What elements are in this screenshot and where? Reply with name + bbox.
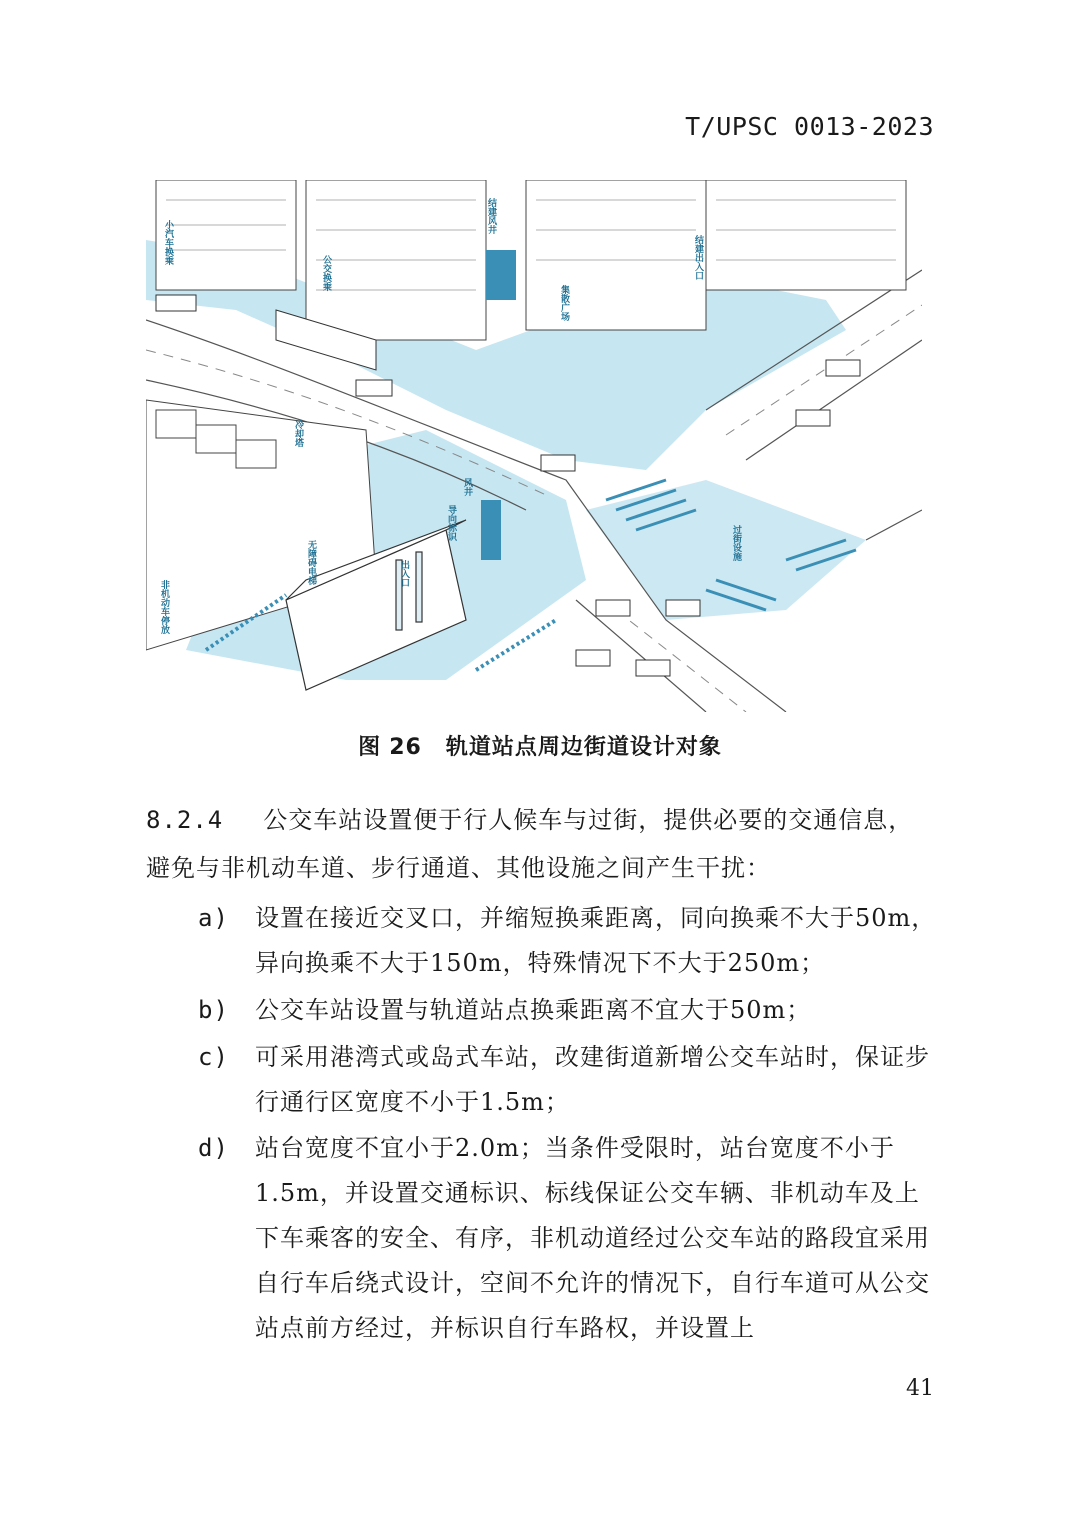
label-bus-transfer: 公交换乘 [321,255,331,291]
label-vent-shaft-top: 结建风井 [486,198,496,234]
list-item [198,896,938,986]
label-cooling-tower: 冷却塔 [293,420,303,447]
clause-text: 公交车站设置便于行人候车与过街，提供必要的交通信息，避免与非机动车道、步行通道、其他设施之间产生干扰： [146,806,914,882]
item-mark: b) [198,996,229,1024]
crosswalk-zone [586,480,866,620]
caption-prefix: 图 [358,735,382,760]
list-item [198,1035,938,1125]
list-item [198,1126,938,1351]
label-elevator: 无障碍电梯 [306,540,316,585]
label-crossing: 过街设施 [731,525,741,561]
clause-number: 8.2.4 [146,806,224,834]
label-exit: 出入口 [399,560,409,587]
standard-code: T/UPSC 0013-2023 [685,112,934,141]
page-number: 41 [906,1376,934,1401]
item-text: 设置在接近交叉口，并缩短换乘距离，同向换乘不大于50m，异向换乘不大于150m，特殊情况下不大于250m； [255,904,937,977]
item-mark: a) [198,904,229,932]
caption-number: 26 [389,735,422,760]
street-design-illustration [146,180,922,712]
label-vent-shaft: 风井 [462,478,472,496]
list-item [198,988,938,1033]
label-signage: 导向标识 [446,505,456,541]
label-entrance-top: 结建出入口 [693,235,703,280]
item-text: 站台宽度不宜小于2.0m；当条件受限时，站台宽度不小于1.5m，并设置交通标识、标线保证公交车辆、非机动车及上下车乘客的安全、有序，非机动道经过公交车站的路段宜采用自行车后绕式设计，空间不允许的情况下，自行车道可从公交站点前方经过，并标识自行车路权，并设置上 [255,1134,930,1342]
item-text: 公交车站设置与轨道站点换乘距离不宜大于50m； [255,996,812,1024]
figure-caption [0,730,1080,761]
caption-title: 轨道站点周边街道设计对象 [445,735,722,760]
item-text: 可采用港湾式或岛式车站，改建街道新增公交车站时，保证步行通行区宽度不小于1.5m； [255,1043,930,1116]
item-mark: d) [198,1134,229,1162]
clause-paragraph [146,796,936,892]
label-plaza: 集散广场 [559,285,569,321]
item-mark: c) [198,1043,229,1071]
label-car-transfer: 小汽车换乘 [163,220,173,265]
label-bike-parking: 非机动车停放 [159,580,169,634]
